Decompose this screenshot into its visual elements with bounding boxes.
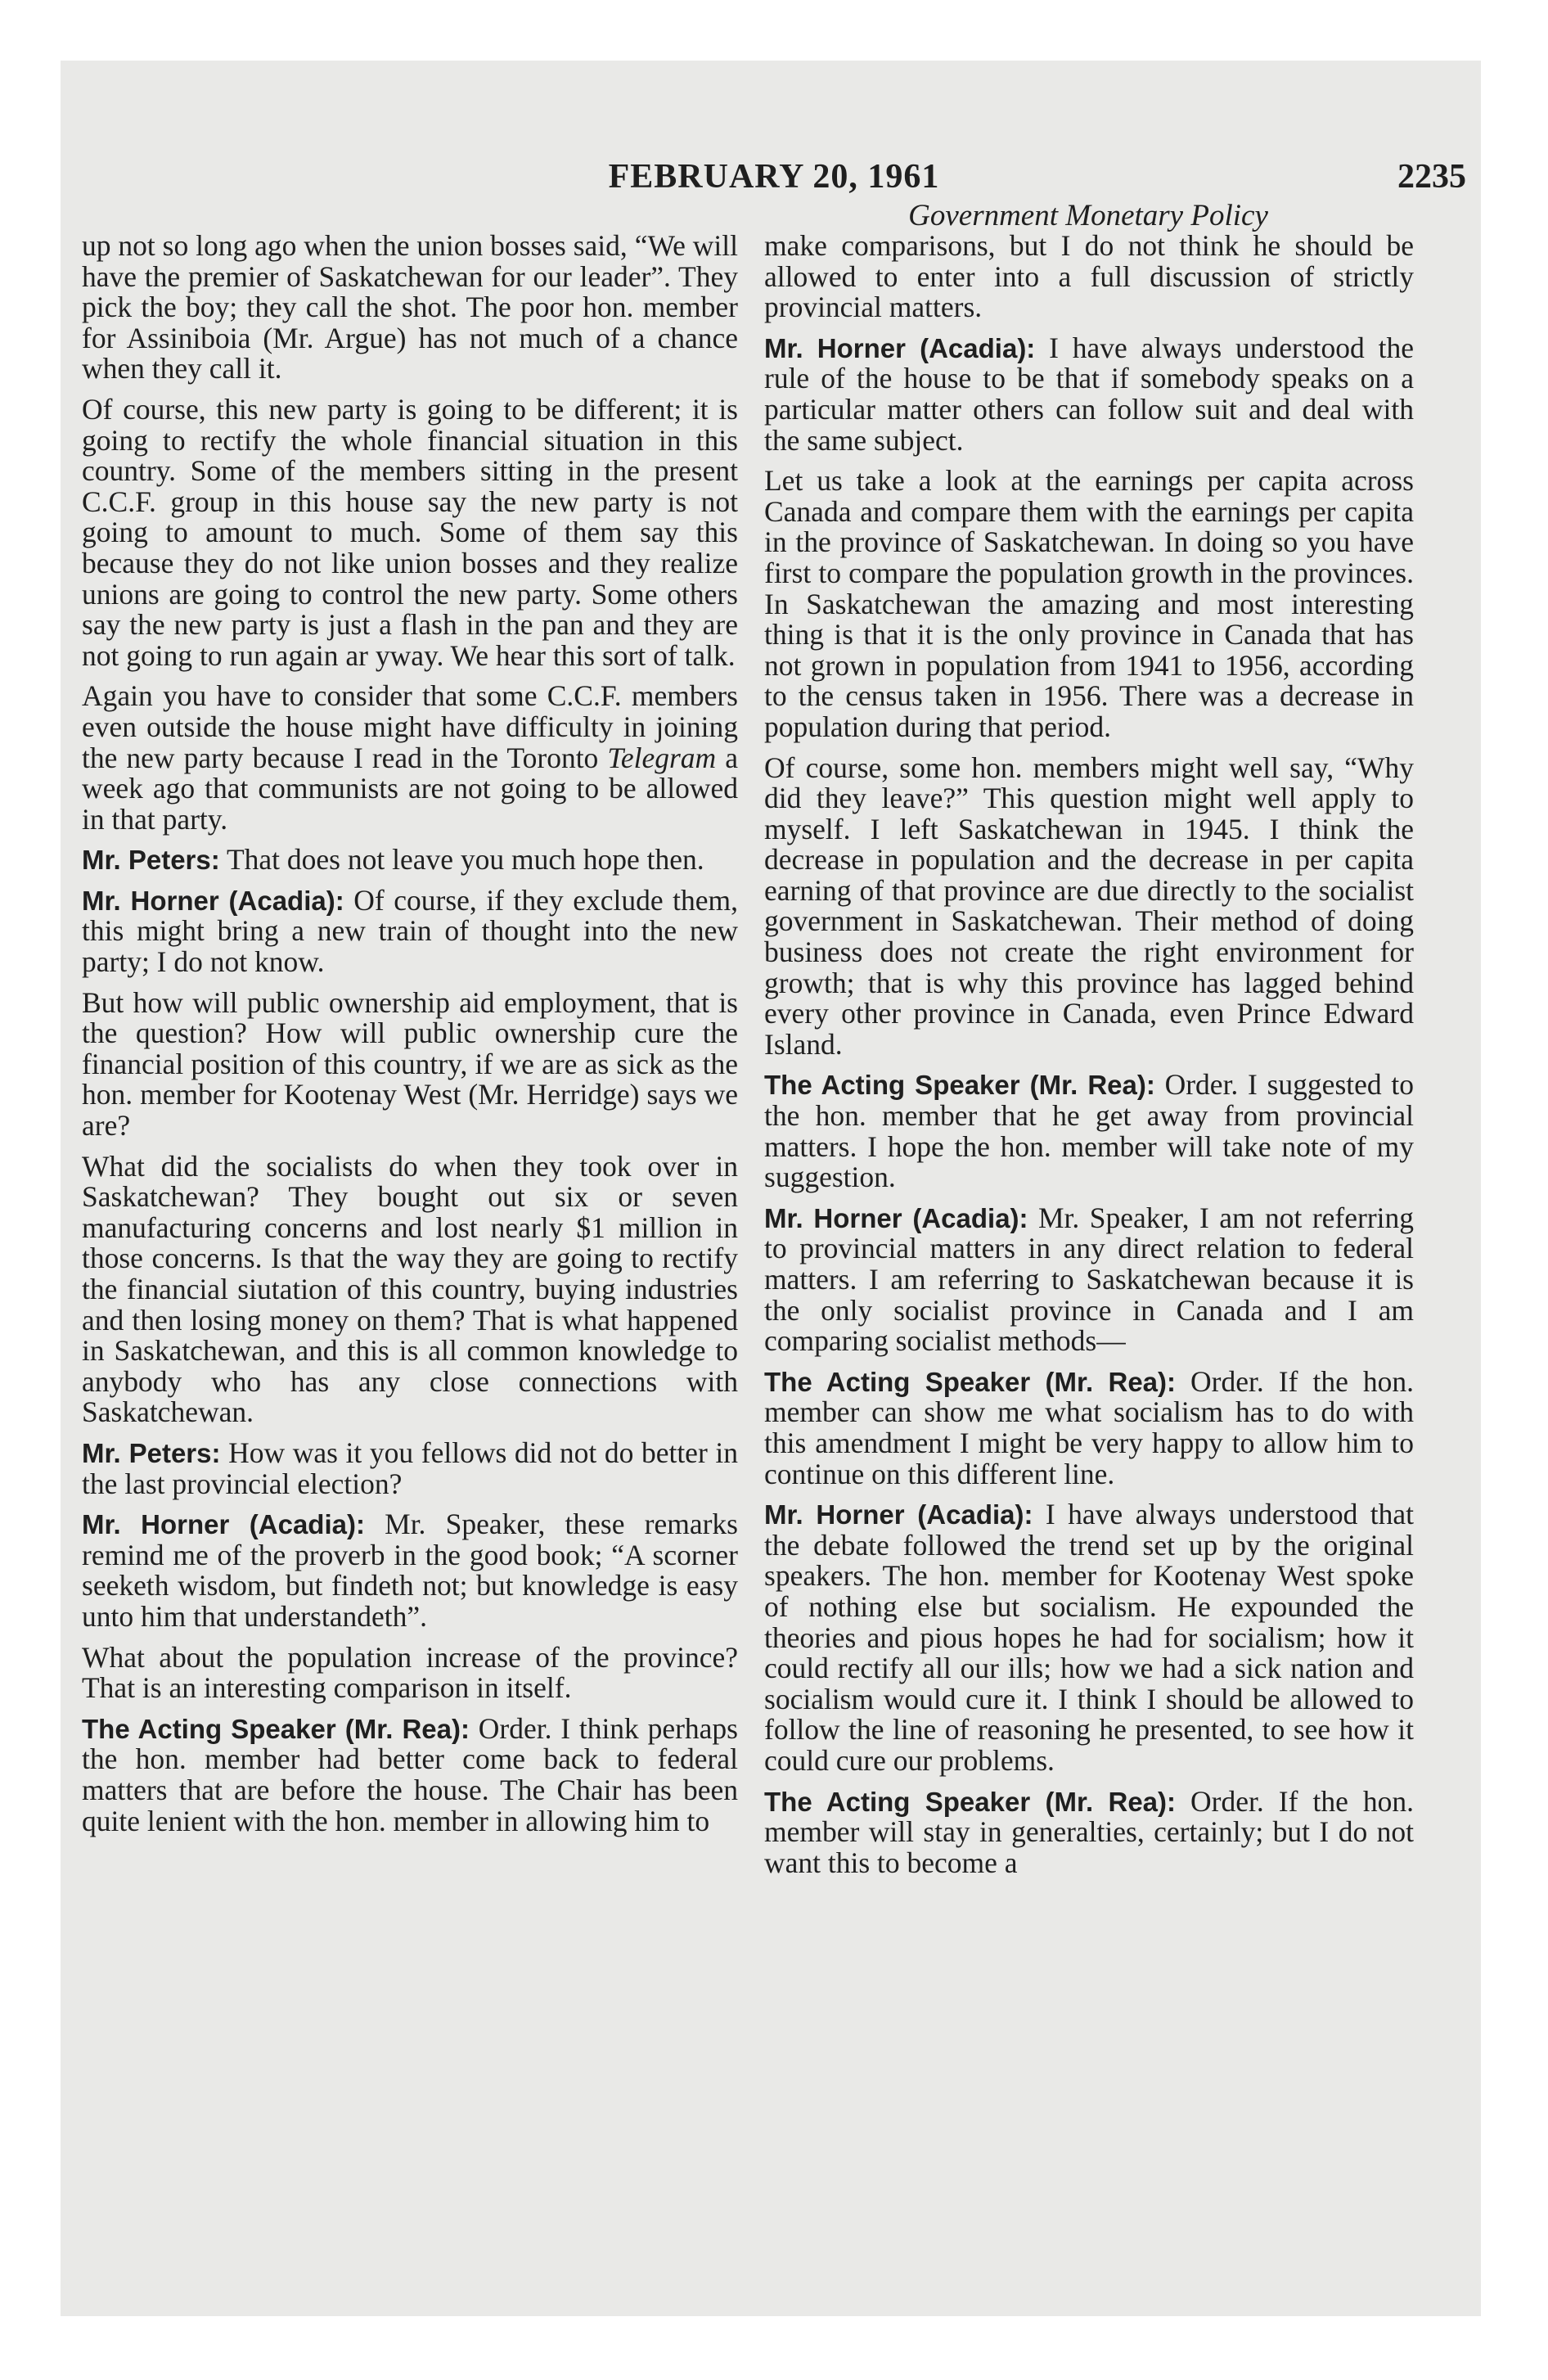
speaker-name: Mr. Peters: <box>82 845 220 876</box>
speaker-name: Mr. Peters: <box>82 1437 221 1468</box>
speaker-name: The Acting Speaker (Mr. Rea): <box>764 1786 1177 1817</box>
speech-text: I have always understood that the debate followed the trend set up by the original speakers. The hon. member for Kootenay West spoke of nothing else but socialism. He expounded the theories and pious hopes he had for socialism; how it could rectify all our ills; how we had a sick nation and socialism would cure it. I think I should be allowed to follow the line of reasoning he presented, to see how it could cure our problems. <box>764 1498 1414 1777</box>
speaker-name: Mr. Horner (Acadia): <box>764 1499 1033 1530</box>
speech-text: Order. I suggested to the hon. member that he get away from provincial matters. I hope the hon. member will take note of my suggestion. <box>764 1068 1414 1194</box>
header-date: FEBRUARY 20, 1961 <box>608 158 940 196</box>
speech <box>764 1364 1414 1490</box>
speech-text: Of course, if they exclude them, this might bring a new train of thought into the new party; I do not know. <box>82 883 738 979</box>
speech <box>764 1203 1414 1357</box>
speech <box>764 1070 1414 1192</box>
newspaper-title: Telegram <box>607 741 717 774</box>
speech <box>764 1499 1414 1776</box>
paragraph-text: Again you have to consider that some C.C.F. members even outside the house might have difficulty in joining the new party because I read in the Toronto <box>82 679 738 774</box>
speaker-name: The Acting Speaker (Mr. Rea): <box>764 1366 1177 1397</box>
right-column <box>764 231 1414 1888</box>
speaker-name: Mr. Horner (Acadia): <box>82 1509 365 1540</box>
speech-text: Order. If the hon. member can show me what socialism has to do with this amendment I might be very happy to allow him to continue on this different line. <box>764 1364 1414 1490</box>
paragraph: But how will public ownership aid employment, that is the question? How will public ownership cure the financial position of this country, if we are as sick as the hon. member for Kootenay West (Mr. Herridge) says we are? <box>82 985 738 1143</box>
speech <box>82 1509 738 1632</box>
speaker-name: The Acting Speaker (Mr. Rea): <box>764 1070 1155 1101</box>
running-subtitle: Government Monetary Policy <box>908 199 1268 232</box>
paragraph: up not so long ago when the union bosses said, “We will have the premier of Saskatchewan for our leader”. They pick the boy; they call the shot. The poor hon. member for Assiniboia (Mr. Argue) has not much of a chance when they call it. <box>82 229 738 385</box>
speech-text: How was it you fellows did not do better in the last provincial election? <box>82 1436 738 1500</box>
paragraph: make comparisons, but I do not think he should be allowed to enter into a full discussion of strictly provincial matters. <box>764 229 1414 324</box>
speaker-name: Mr. Horner (Acadia): <box>82 885 344 916</box>
speech <box>764 333 1414 456</box>
paragraph: Of course, some hon. members might well say, “Why did they leave?” This question might well apply to myself. I left Saskatchewan in 1945. I think the decrease in population and the decrease in per capita earning of that province are due directly to the socialist government in Saskatchewan. Their method of doing business does not create the right environment for growth; that is why this province has lagged behind every other province in Canada, even Prince Edward Island. <box>764 751 1414 1061</box>
speaker-name: Mr. Horner (Acadia): <box>764 1202 1028 1233</box>
speech-text: Order. I think perhaps the hon. member had better come back to federal matters that are before the house. The Chair has been quite lenient with the hon. member in allowing him to <box>82 1711 738 1837</box>
speech-text: I have always understood the rule of the house to be that if somebody speaks on a particular matter others can follow suit and deal with the same subject. <box>764 331 1414 457</box>
speech-text: That does not leave you much hope then. <box>219 843 704 877</box>
paragraph <box>82 681 738 835</box>
left-column <box>82 231 738 1846</box>
speech <box>82 1711 738 1837</box>
speech <box>82 1438 738 1499</box>
speech <box>82 845 738 876</box>
speaker-name: The Acting Speaker (Mr. Rea): <box>82 1713 470 1744</box>
paragraph-text: a week ago that communists are not going to be allowed in that party. <box>82 741 738 836</box>
speech-text: Mr. Speaker, I am not referring to provincial matters in any direct relation to federal matters. I am referring to Saskatchewan because it is the only socialist province in Canada and I am comparing socialist methods— <box>764 1201 1415 1358</box>
speech <box>764 1784 1414 1879</box>
speech <box>82 883 738 979</box>
speech-text: Mr. Speaker, these remarks remind me of the proverb in the good book; “A scorner seeketh wisdom, but findeth not; but knowledge is easy unto him that understandeth”. <box>82 1508 738 1633</box>
paragraph: Let us take a look at the earnings per capita across Canada and compare them with the earnings per capita in the province of Saskatchewan. In doing so you have first to compare the population growth in the provinces. In Saskatchewan the amazing and most interesting thing is that it is the only province in Canada that has not grown in population from 1941 to 1956, according to the census taken in 1956. There was a decrease in population during that period. <box>764 464 1414 743</box>
paragraph: What did the socialists do when they took over in Saskatchewan? They bought out six or seven manufacturing concerns and lost nearly $1 million in those concerns. Is that the way they are going to rectify the financial siutation of this country, buying industries and then losing money on them? That is what happened in Saskatchewan, and this is all common knowledge to anybody who has any close connections with Saskatchewan. <box>82 1149 738 1429</box>
page-number: 2235 <box>1397 158 1466 196</box>
paragraph: Of course, this new party is going to be different; it is going to rectify the whole financial situation in this country. Some of the members sitting in the present C.C.F. group in this house say the new party is not going to amount to much. Some of them say this because they do not like union bosses and they realize unions are going to control the new party. Some others say the new party is just a flash in the pan and they are not going to run again ar yway. We hear this sort of talk. <box>82 392 738 672</box>
paragraph: What about the population increase of the province? That is an interesting comparison in itself. <box>82 1640 738 1705</box>
speech-text: Order. If the hon. member will stay in generalties, certainly; but I do not want this to become a <box>764 1784 1414 1879</box>
speaker-name: Mr. Horner (Acadia): <box>764 332 1036 363</box>
